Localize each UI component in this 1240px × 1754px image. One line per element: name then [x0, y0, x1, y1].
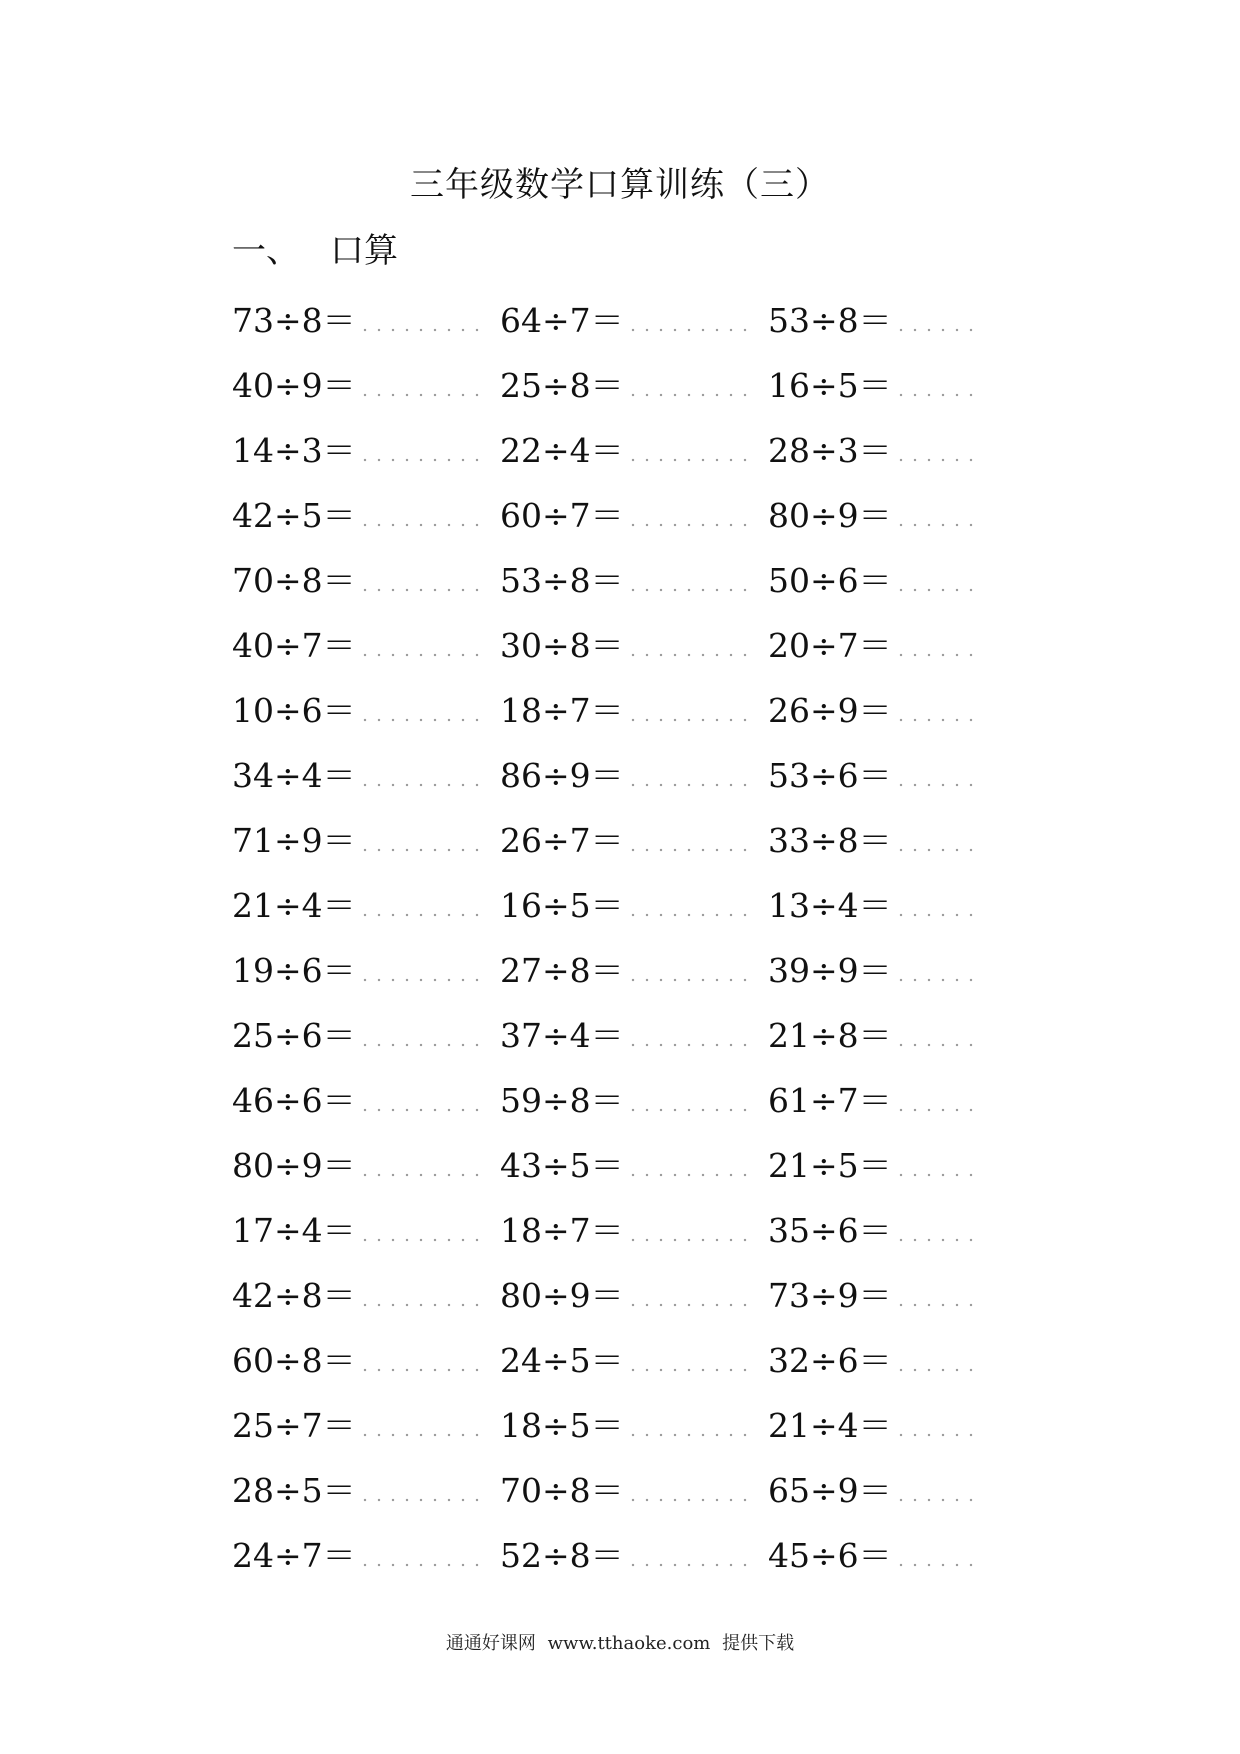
answer-dotted-line: [358, 523, 488, 527]
problem-row: [232, 1458, 1032, 1523]
division-expression: 40÷9＝: [232, 365, 356, 405]
problem-item: [232, 1016, 500, 1056]
problem-item: [768, 366, 988, 406]
answer-dotted-line: [626, 1368, 756, 1372]
division-expression: 80÷9＝: [500, 1275, 624, 1315]
problem-item: [232, 561, 500, 601]
problem-item: [232, 886, 500, 926]
problem-row: [232, 483, 1032, 548]
problem-row: [232, 873, 1032, 938]
division-expression: 46÷6＝: [232, 1080, 356, 1120]
division-expression: 73÷8＝: [232, 300, 356, 340]
problem-item: [768, 496, 988, 536]
answer-dotted-line: [358, 1173, 488, 1177]
answer-dotted-line: [358, 1108, 488, 1112]
problem-item: [768, 561, 988, 601]
problem-grid: [232, 288, 1032, 1588]
answer-dotted-line: [894, 913, 976, 917]
problem-item: [500, 756, 768, 796]
division-expression: 40÷7＝: [232, 625, 356, 665]
page-title: 三年级数学口算训练（三）: [410, 165, 830, 205]
division-expression: 21÷5＝: [768, 1145, 892, 1185]
answer-dotted-line: [626, 523, 756, 527]
problem-item: [500, 1016, 768, 1056]
division-expression: 61÷7＝: [768, 1080, 892, 1120]
division-expression: 22÷4＝: [500, 430, 624, 470]
answer-dotted-line: [626, 1433, 756, 1437]
problem-item: [768, 691, 988, 731]
division-expression: 24÷5＝: [500, 1340, 624, 1380]
problem-row: [232, 1393, 1032, 1458]
problem-item: [232, 1211, 500, 1251]
division-expression: 18÷7＝: [500, 1210, 624, 1250]
problem-item: [500, 1276, 768, 1316]
division-expression: 27÷8＝: [500, 950, 624, 990]
problem-item: [768, 1406, 988, 1446]
problem-item: [768, 431, 988, 471]
division-expression: 86÷9＝: [500, 755, 624, 795]
answer-dotted-line: [626, 1043, 756, 1047]
problem-item: [232, 1471, 500, 1511]
division-expression: 10÷6＝: [232, 690, 356, 730]
problem-item: [232, 1081, 500, 1121]
answer-dotted-line: [626, 328, 756, 332]
problem-item: [500, 951, 768, 991]
division-expression: 73÷9＝: [768, 1275, 892, 1315]
answer-dotted-line: [894, 718, 976, 722]
answer-dotted-line: [894, 783, 976, 787]
answer-dotted-line: [358, 653, 488, 657]
division-expression: 25÷7＝: [232, 1405, 356, 1445]
division-expression: 13÷4＝: [768, 885, 892, 925]
answer-dotted-line: [358, 328, 488, 332]
problem-item: [500, 1471, 768, 1511]
problem-row: [232, 1068, 1032, 1133]
problem-row: [232, 1133, 1032, 1198]
division-expression: 16÷5＝: [500, 885, 624, 925]
answer-dotted-line: [358, 393, 488, 397]
division-expression: 26÷7＝: [500, 820, 624, 860]
division-expression: 24÷7＝: [232, 1535, 356, 1575]
problem-item: [232, 691, 500, 731]
problem-item: [232, 431, 500, 471]
problem-item: [768, 1146, 988, 1186]
division-expression: 60÷8＝: [232, 1340, 356, 1380]
answer-dotted-line: [358, 588, 488, 592]
division-expression: 18÷5＝: [500, 1405, 624, 1445]
division-expression: 42÷8＝: [232, 1275, 356, 1315]
division-expression: 71÷9＝: [232, 820, 356, 860]
problem-item: [768, 1471, 988, 1511]
division-expression: 16÷5＝: [768, 365, 892, 405]
problem-row: [232, 1198, 1032, 1263]
division-expression: 64÷7＝: [500, 300, 624, 340]
problem-item: [232, 1341, 500, 1381]
answer-dotted-line: [358, 1238, 488, 1242]
answer-dotted-line: [894, 1563, 976, 1567]
answer-dotted-line: [894, 1043, 976, 1047]
division-expression: 70÷8＝: [500, 1470, 624, 1510]
section-number: 一、: [232, 231, 300, 271]
answer-dotted-line: [626, 1108, 756, 1112]
answer-dotted-line: [626, 718, 756, 722]
answer-dotted-line: [626, 588, 756, 592]
problem-item: [232, 821, 500, 861]
answer-dotted-line: [358, 458, 488, 462]
footer-credit: 通通好课网 www.tthaoke.com 提供下载: [445, 1633, 795, 1654]
division-expression: 19÷6＝: [232, 950, 356, 990]
problem-row: [232, 418, 1032, 483]
answer-dotted-line: [358, 1368, 488, 1372]
problem-item: [500, 1341, 768, 1381]
problem-item: [500, 821, 768, 861]
problem-item: [768, 1341, 988, 1381]
division-expression: 37÷4＝: [500, 1015, 624, 1055]
division-expression: 14÷3＝: [232, 430, 356, 470]
problem-row: [232, 613, 1032, 678]
problem-item: [768, 756, 988, 796]
answer-dotted-line: [626, 1173, 756, 1177]
problem-row: [232, 743, 1032, 808]
division-expression: 21÷4＝: [768, 1405, 892, 1445]
answer-dotted-line: [626, 1563, 756, 1567]
division-expression: 80÷9＝: [768, 495, 892, 535]
answer-dotted-line: [894, 1238, 976, 1242]
answer-dotted-line: [894, 848, 976, 852]
problem-row: [232, 1003, 1032, 1068]
problem-item: [500, 561, 768, 601]
problem-row: [232, 548, 1032, 613]
answer-dotted-line: [358, 783, 488, 787]
answer-dotted-line: [626, 393, 756, 397]
division-expression: 28÷5＝: [232, 1470, 356, 1510]
division-expression: 65÷9＝: [768, 1470, 892, 1510]
answer-dotted-line: [626, 848, 756, 852]
answer-dotted-line: [358, 1043, 488, 1047]
division-expression: 35÷6＝: [768, 1210, 892, 1250]
problem-item: [768, 301, 988, 341]
division-expression: 33÷8＝: [768, 820, 892, 860]
division-expression: 25÷8＝: [500, 365, 624, 405]
problem-item: [232, 1146, 500, 1186]
division-expression: 25÷6＝: [232, 1015, 356, 1055]
answer-dotted-line: [358, 1303, 488, 1307]
answer-dotted-line: [626, 458, 756, 462]
answer-dotted-line: [358, 913, 488, 917]
problem-item: [500, 366, 768, 406]
problem-item: [768, 886, 988, 926]
division-expression: 53÷8＝: [500, 560, 624, 600]
problem-item: [232, 1406, 500, 1446]
answer-dotted-line: [626, 653, 756, 657]
problem-row: [232, 288, 1032, 353]
section-heading: [232, 228, 398, 274]
answer-dotted-line: [626, 913, 756, 917]
answer-dotted-line: [358, 1563, 488, 1567]
problem-item: [500, 496, 768, 536]
problem-item: [232, 1536, 500, 1576]
division-expression: 21÷4＝: [232, 885, 356, 925]
answer-dotted-line: [894, 588, 976, 592]
division-expression: 45÷6＝: [768, 1535, 892, 1575]
problem-item: [232, 951, 500, 991]
answer-dotted-line: [894, 653, 976, 657]
problem-item: [500, 1211, 768, 1251]
problem-item: [500, 1536, 768, 1576]
answer-dotted-line: [358, 978, 488, 982]
answer-dotted-line: [358, 718, 488, 722]
problem-item: [768, 821, 988, 861]
answer-dotted-line: [626, 1498, 756, 1502]
division-expression: 20÷7＝: [768, 625, 892, 665]
answer-dotted-line: [358, 848, 488, 852]
division-expression: 18÷7＝: [500, 690, 624, 730]
problem-item: [232, 756, 500, 796]
problem-item: [768, 1276, 988, 1316]
problem-item: [232, 301, 500, 341]
division-expression: 70÷8＝: [232, 560, 356, 600]
problem-item: [500, 1081, 768, 1121]
answer-dotted-line: [626, 1303, 756, 1307]
answer-dotted-line: [358, 1498, 488, 1502]
division-expression: 30÷8＝: [500, 625, 624, 665]
division-expression: 60÷7＝: [500, 495, 624, 535]
division-expression: 21÷8＝: [768, 1015, 892, 1055]
section-label: 口算: [330, 231, 398, 271]
answer-dotted-line: [894, 523, 976, 527]
problem-row: [232, 938, 1032, 1003]
problem-item: [500, 431, 768, 471]
answer-dotted-line: [626, 783, 756, 787]
answer-dotted-line: [894, 393, 976, 397]
problem-item: [768, 626, 988, 666]
problem-row: [232, 808, 1032, 873]
answer-dotted-line: [626, 1238, 756, 1242]
division-expression: 28÷3＝: [768, 430, 892, 470]
division-expression: 53÷6＝: [768, 755, 892, 795]
problem-item: [232, 1276, 500, 1316]
problem-item: [500, 691, 768, 731]
answer-dotted-line: [894, 1173, 976, 1177]
problem-row: [232, 1523, 1032, 1588]
answer-dotted-line: [894, 1108, 976, 1112]
problem-item: [500, 886, 768, 926]
division-expression: 26÷9＝: [768, 690, 892, 730]
problem-item: [768, 1016, 988, 1056]
problem-item: [232, 366, 500, 406]
answer-dotted-line: [894, 1498, 976, 1502]
division-expression: 32÷6＝: [768, 1340, 892, 1380]
division-expression: 80÷9＝: [232, 1145, 356, 1185]
answer-dotted-line: [626, 978, 756, 982]
problem-row: [232, 353, 1032, 418]
problem-item: [500, 626, 768, 666]
problem-row: [232, 1263, 1032, 1328]
problem-row: [232, 678, 1032, 743]
answer-dotted-line: [894, 458, 976, 462]
division-expression: 50÷6＝: [768, 560, 892, 600]
problem-item: [768, 1081, 988, 1121]
problem-item: [500, 301, 768, 341]
division-expression: 53÷8＝: [768, 300, 892, 340]
answer-dotted-line: [894, 978, 976, 982]
problem-item: [232, 496, 500, 536]
problem-item: [768, 1536, 988, 1576]
problem-item: [768, 951, 988, 991]
problem-item: [768, 1211, 988, 1251]
division-expression: 59÷8＝: [500, 1080, 624, 1120]
division-expression: 39÷9＝: [768, 950, 892, 990]
answer-dotted-line: [894, 1303, 976, 1307]
answer-dotted-line: [894, 1433, 976, 1437]
answer-dotted-line: [894, 328, 976, 332]
division-expression: 42÷5＝: [232, 495, 356, 535]
problem-row: [232, 1328, 1032, 1393]
division-expression: 52÷8＝: [500, 1535, 624, 1575]
problem-item: [232, 626, 500, 666]
division-expression: 34÷4＝: [232, 755, 356, 795]
problem-item: [500, 1146, 768, 1186]
answer-dotted-line: [358, 1433, 488, 1437]
answer-dotted-line: [894, 1368, 976, 1372]
problem-item: [500, 1406, 768, 1446]
division-expression: 17÷4＝: [232, 1210, 356, 1250]
division-expression: 43÷5＝: [500, 1145, 624, 1185]
